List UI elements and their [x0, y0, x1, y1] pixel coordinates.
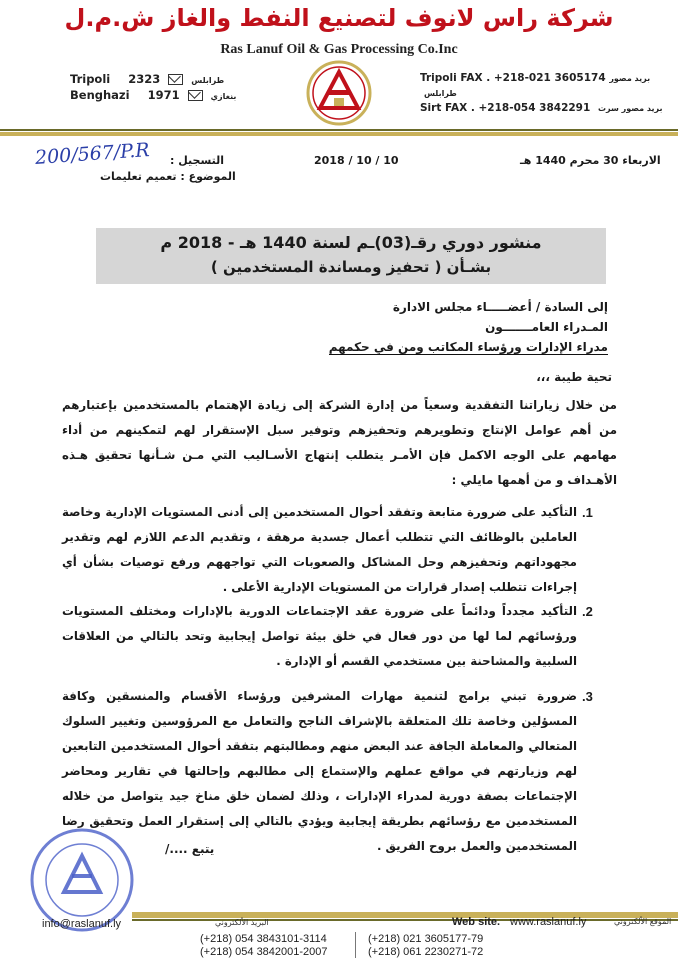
fax-tripoli: Tripoli FAX . +218-021 3605174 بريد مصور طرابلس — [420, 72, 651, 98]
phone-number: (+218) 054 3843101-3114 — [200, 933, 327, 945]
contact-tripoli: Tripoli 2323 طرابلس — [70, 72, 225, 86]
header-divider-gold — [0, 132, 678, 136]
email-address[interactable]: info@raslanuf.ly — [42, 918, 122, 930]
footer-separator — [355, 932, 356, 958]
list-item: التأكيد مجدداً ودائماً على ضرورة عقد الإجتماعات الدورية بالإدارات ومختلف المستويات ورؤسائهم لما لها من دور فعال في خلق بيئة تواصل إيجابية وتحد بالتالي من العلاقات السلبية والمشاحنة بين مستخدمي القسم أو الإدارة . — [62, 604, 577, 668]
left-contacts — [70, 72, 236, 104]
circular-subtitle: بشـأن ( تحفيز ومساندة المستخدمين ) — [210, 258, 492, 276]
circular-title: منشور دوري رقـ(03)ـم لسنة 1440 هـ - 2018 م — [160, 233, 542, 252]
phone-number: (+218) 054 3842001-2007 — [200, 946, 328, 958]
company-logo-icon — [306, 60, 372, 126]
website-label: Web site. — [452, 916, 501, 928]
hijri-date: الاربعاء 30 محرم 1440 هـ — [520, 154, 661, 167]
gregorian-date: 2018 / 10 / 10 — [314, 154, 399, 167]
website-label-arabic: الموقع الألكتروني — [614, 917, 672, 926]
addressee-board: إلى السادة / أعضـــــاء مجلس الادارة — [392, 300, 608, 314]
subject-line: الموضوع : تعميم تعليمات — [100, 170, 236, 183]
addressee-managers: مدراء الإدارات ورؤساء المكاتب ومن في حكمهم — [328, 340, 608, 354]
registration-label: التسجيل : — [170, 154, 225, 167]
intro-paragraph: من خلال زياراتنا التفقدية وسعياً من إدارة الشركة إلى زيادة الإهتمام بالمستخدمين بإعتبارهم من أهم عوامل الإنتاج وتطويرهم وتحفيزهم وتوفير سبل الإستقرار لهم لتمكينهم من أداء مهامهم على الوجه الاكمل فإن الأمـر يتطلب إنتهاج الأسـاليب التي مـن شـأنها تحقيق هـذه الأهـداف و من أهمها مايلي : — [62, 398, 617, 487]
item-number: .1 — [582, 505, 593, 520]
footer-divider — [132, 919, 678, 921]
fax-sirt: Sirt FAX . +218-054 3842291 بريد مصور سرت — [420, 102, 663, 114]
greeting: تحية طيبة ،،، — [536, 370, 612, 384]
company-name-english: Ras Lanuf Oil & Gas Processing Co.Inc — [220, 42, 458, 57]
email-label: البريد الألكتروني — [215, 918, 269, 927]
right-contacts — [420, 71, 678, 116]
item-number: .3 — [582, 689, 593, 704]
company-name-arabic: شركة راس لانوف لتصنيع النفط والغاز ش.م.ل — [64, 4, 614, 32]
envelope-icon — [188, 90, 203, 101]
envelope-icon — [168, 74, 183, 85]
phone-number: (+218) 061 2230271-72 — [368, 946, 484, 958]
website-link[interactable]: www.raslanuf.ly — [510, 916, 587, 928]
handwritten-reference: 200/567/P.R — [34, 139, 151, 169]
footer-divider-gold — [132, 912, 678, 918]
continued-note: يتبع ..../ — [165, 842, 215, 856]
contact-benghazi: Benghazi 1971 بنغازي — [70, 88, 237, 102]
header-divider — [0, 129, 678, 131]
item-number: .2 — [582, 604, 593, 619]
list-item: التأكيد على ضرورة متابعة وتفقد أحوال المستخدمين إلى أدنى المستويات الإدارية وخاصة العاملين بالوظائف التي تتطلب أعمال جسدية مرهقة ، وتقديم الدعم اللازم لهم وتقدير مجهوداتهم وتحفيزهم وحل المشاكل والصعوبات التي تواجههم ورفع توصيات بشأن أي إجراءات تتطلب إصدار قرارات من المستويات الإدارية الأعلى . — [62, 505, 577, 594]
phone-number: (+218) 021 3605177-79 — [368, 933, 484, 945]
list-item: ضرورة تبني برامج لتنمية مهارات المشرفين ورؤساء الأقسام والمنسقين وكافة المسؤلين وخاصة تلك المتعلقة بالإشراف الناجح والتعامل مع المرؤوسين وتغيير السلوك المتعالي والمعاملة الجافة عند البعض منهم ومطالبتهم بتفقد أحوال المستخدمين التابعين لهم وزيارتهم في مواقع عملهم والإستماع إلى مطالبهم وإحالتها في تقارير ومحاضر الإجتماعات بصفة دورية لمدراء الإدارات ، وذلك لضمان خلق مناخ جيد يتواصل من خلاله المستخدمين مع رؤسائهم بطريقة إيجابية ويؤدي بالتالي إلى إستقرار العمل وتحقيق رضا المستخدمين والعمل بروح الفريق . — [62, 689, 577, 853]
addressee-gm: المـدراء العامـــــــون — [485, 320, 608, 334]
